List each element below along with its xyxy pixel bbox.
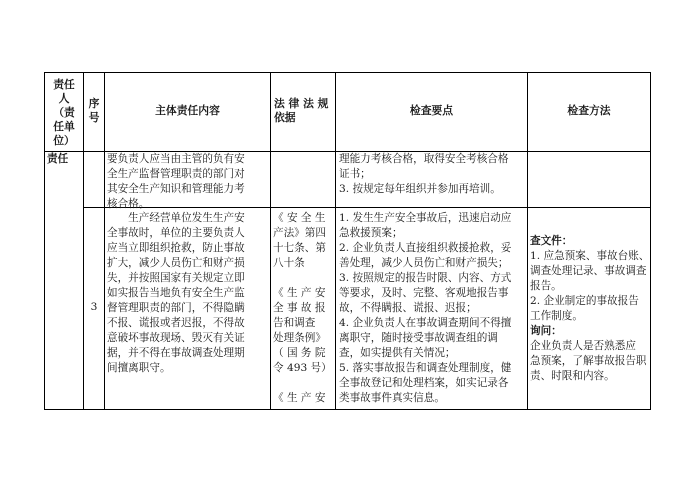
row2-points [339, 211, 527, 406]
row2-law-line: 全 事 故 报 [273, 302, 326, 314]
row1-points-line: 理能力考核合格，取得安全考核合格 [339, 153, 509, 165]
header-method-text: 检查方法 [567, 104, 611, 117]
row1-points [339, 152, 527, 197]
row2-points-line: 1. 发生生产安全事故后，迅速启动应 [339, 212, 512, 224]
header-seq [84, 97, 104, 125]
row2-points-line: 等要求，及时、完整、客观地报告事 [339, 287, 509, 299]
header-points-text: 检查要点 [409, 104, 454, 117]
header-responsible-line: （责 [53, 106, 75, 119]
row2-method-line: 1. 应急预案、事故台账、 [530, 250, 650, 262]
row2-content-line: 意破坏事故现场、毁灭有关证 [107, 332, 245, 344]
row2-law-line: 《 生 产 安 [273, 287, 326, 299]
table-bottom-border [44, 409, 650, 410]
row2-method-line: 工作制度。 [530, 310, 583, 322]
row2-points-line: 离职守，随时接受事故调查组的调 [339, 332, 498, 344]
header-points [336, 104, 527, 118]
row2-law-line: 十七条、第 [273, 242, 326, 254]
row2-points-line: 5. 落实事故报告和调查处理制度，健 [339, 362, 512, 374]
row2-points-line: 查，如实提供有关情况； [339, 347, 456, 359]
row2-law-line [273, 271, 335, 286]
header-responsible-line: 人 [58, 92, 70, 105]
row2-method-line: 报告。 [530, 280, 562, 292]
check-documents-label: 查文件： [530, 235, 573, 247]
row2-content-line: 生产经营单位发生生产安 [107, 212, 245, 224]
row2-method-line: 责、时限和内容。 [530, 370, 615, 382]
row2-content [107, 211, 269, 376]
row2-method-line: 2. 企业制定的事故报告 [530, 295, 639, 307]
row2-content-line: 间擅离职守。 [107, 362, 171, 374]
header-law-line: 依据 [274, 111, 296, 124]
header-method [528, 104, 650, 118]
row2-content-line: 全事故时，单位的主要负责人 [107, 227, 245, 239]
row1-points-line: 3. 按规定每年组织并参加再培训。 [339, 183, 501, 195]
row2-seq-text: 3 [90, 301, 98, 313]
row1-points-line: 证书； [339, 168, 371, 180]
row2-law [273, 211, 335, 406]
row2-points-line: 故，不得瞒报、谎报、迟报； [339, 302, 477, 314]
row2-points-line: 3. 按照规定的报告时限、内容、方式 [339, 272, 512, 284]
row2-method [530, 234, 650, 384]
row2-content-line: 应当立即组织抢救，防止事故 [107, 242, 245, 254]
row2-law-line: 《 安 全 生 [273, 212, 326, 224]
table-top-border [44, 72, 650, 73]
row2-content-line: 失，并按照国家有关规定立即 [107, 272, 245, 284]
row2-law-line: 告和调查 [273, 317, 316, 329]
row1-content-line: 其安全生产知识和管理能力考 [107, 183, 245, 195]
row2-content-line: 督管理职责的部门，不得隐瞒 [107, 302, 245, 314]
header-responsible-line: 责任 [53, 78, 75, 91]
row2-law-line: 令 493 号） [273, 362, 332, 374]
row2-content-line: 扩大，减少人员伤亡和财产损 [107, 257, 245, 269]
header-seq-line: 号 [88, 111, 100, 124]
row2-points-line: 急救援预案； [339, 227, 403, 239]
row1-content-line: 核合格。 [107, 198, 150, 210]
row2-method-line: 急预案，了解事故报告职 [530, 355, 647, 367]
header-responsible-line: 任单 [53, 120, 75, 133]
row1-content [107, 152, 269, 212]
row1-responsible [47, 152, 83, 167]
row1-content-line: 要负责人应当由主管的负有安 [107, 153, 245, 165]
header-law [271, 97, 335, 125]
row2-method-line: 企业负责人是否熟悉应 [530, 340, 636, 352]
header-responsible [45, 78, 83, 148]
header-responsible-line: 位） [53, 134, 75, 147]
inquiry-label: 询问： [530, 325, 562, 337]
row2-points-line: 2. 企业负责人直接组织救援抢救，妥 [339, 242, 512, 254]
row2-method-line: 调查处理记录、事故调查 [530, 265, 647, 277]
row2-law-line: 产法》第四 [273, 227, 326, 239]
col-border-4 [335, 72, 336, 410]
row2-seq [84, 300, 104, 315]
row2-content-line: 不报、谎报或者迟报，不得故 [107, 317, 245, 329]
row2-points-line: 类事故事件真实信息。 [339, 392, 445, 404]
col-border-6 [650, 72, 651, 410]
col-border-5 [527, 72, 528, 410]
row2-points-line: 全事故登记和处理档案，如实记录各 [339, 377, 509, 389]
row2-points-line: 4. 企业负责人在事故调查期间不得擅 [339, 317, 512, 329]
row2-law-line [273, 376, 335, 391]
header-law-line: 法 律 法 规 [274, 97, 329, 110]
row2-law-line: 八十条 [273, 257, 305, 269]
row2-content-line: 据，并不得在事故调查处理期 [107, 347, 245, 359]
header-content-text: 主体责任内容 [155, 104, 220, 117]
row2-points-line: 善处理，减少人员伤亡和财产损失； [339, 257, 509, 269]
col-border-2 [104, 72, 105, 410]
header-seq-line: 序 [88, 97, 100, 110]
row1-content-line: 全生产监督管理职责的部门对 [107, 168, 245, 180]
row2-law-line: 处理条例》 [273, 332, 326, 344]
row1-responsible-text: 责任 [47, 153, 69, 165]
row2-content-line: 如实报告当地负有安全生产监 [107, 287, 245, 299]
header-content [105, 104, 270, 118]
row2-law-line: 《 生 产 安 [273, 392, 326, 404]
row2-law-line: （ 国 务 院 [273, 347, 326, 359]
